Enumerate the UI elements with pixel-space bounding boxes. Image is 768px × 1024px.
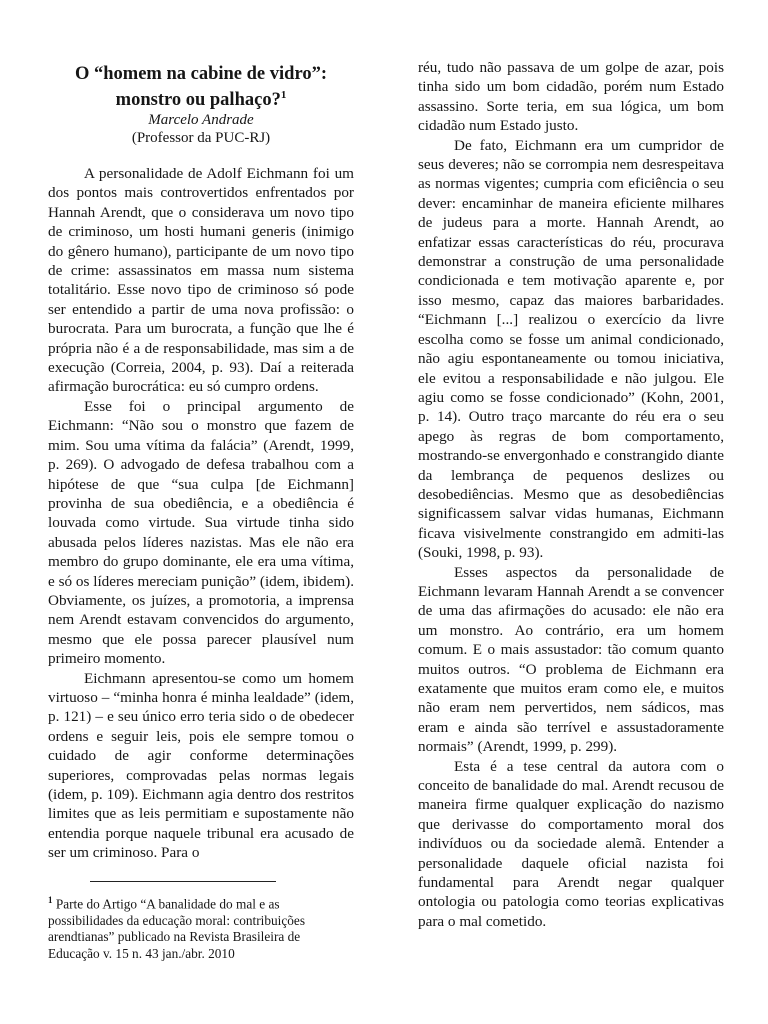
left-paragraph-1: A personalidade de Adolf Eichmann foi um dos pontos mais controvertidos enfrentados por Hannah Arendt, que o considerava um novo tipo de criminoso, um hosti humani generis (inimigo do gênero humano), participante de um novo tipo de crime: assassinatos em massa num sistema totalitário. Esse novo tipo de criminoso só pode ser entendido a partir de uma nova profissão: o burocrata. Para um burocrata, a função que lhe é própria não é a de responsabilidade, mas sim a de execução (Correia, 2004, p. 93). Daí a reiterada afirmação burocrática: eu só cumpro ordens. xyxy=(48,165,354,396)
article-title-text: O “homem na cabine de vidro”: monstro ou palhaço? xyxy=(75,64,327,110)
author-name: Marcelo Andrade xyxy=(148,112,254,128)
right-column xyxy=(418,58,724,931)
title-footnote-marker: 1 xyxy=(280,89,287,101)
right-paragraph-4: Esta é a tese central da autora com o conceito de banalidade do mal. Arendt recusou de maneira firme qualquer explicação do nazismo que derivasse do comportamento moral dos indivíduos ou da sociedade alemã. Entender a personalidade daquele oficial nazista foi fundamental para Arendt negar qualquer ontologia ou patologia como teorias explicativas para o mal cometido. xyxy=(418,757,724,930)
author-affiliation: (Professor da PUC-RJ) xyxy=(131,130,271,146)
footnote-marker: 1 xyxy=(48,894,53,905)
right-paragraph-1: réu, tudo não passava de um golpe de azar, pois tinha sido um bom cidadão, porém num Estado assassino. Sorte teria, em sua lógica, um bom cidadão num Estado justo. xyxy=(418,59,724,135)
left-paragraph-3: Eichmann apresentou-se como um homem virtuoso – “minha honra é minha lealdade” (idem, p. 121) – e seu único erro teria sido o de obedecer ordens e seguir leis, pois ele sempre tomou o cuidado de agir conforme determinações superiores, comprovadas pelas normas legais (idem, p. 109). Eichmann agia dentro dos restritos limites que as leis permitiam e supostamente não entendia porque naquele tribunal era acusado de ser um criminoso. Para o xyxy=(48,669,354,862)
right-paragraph-2: De fato, Eichmann era um cumpridor de seus deveres; não se corrompia nem desrespeitava as normas vigentes; cumpria com eficiência o seu dever: encaminhar de maneira eficiente milhares de judeus para a morte. Hannah Arendt, ao enfatizar essas características do réu, procurava demonstrar a construção de uma personalidade condicionada e tem motivação aparente e, por isso mesmo, capaz das maiores barbaridades. “Eichmann [...] realizou o exercício da livre escolha como se fosse um animal condicionado, não agiu espontaneamente ou tomou iniciativa, ele evitou a responsabilidade e não julgou. Ele agiu como se fosse condicionado” (Kohn, 2001, p. 14). Outro traço marcante do réu era o seu apego às regras de bom comportamento, mostrando-se envergonhado e constrangido diante da lembrança de pequenos deslizes ou desobediências. Mesmo que as desobediências significassem salvar vidas humanas, Eichmann ficava visivelmente constrangido em admiti-las (Souki, 1998, p. 93). xyxy=(418,136,724,562)
left-column xyxy=(48,58,354,962)
footnote-text: Parte do Artigo “A banalidade do mal e as possibilidades da educação moral: contribuições arendtianas” publicado na Revista Brasileira de Educação v. 15 n. 43 jan./abr. 2010 xyxy=(48,896,305,961)
footnote xyxy=(48,892,354,962)
footnote-divider xyxy=(90,881,276,882)
right-paragraph-3: Esses aspectos da personalidade de Eichmann levaram Hannah Arendt a se convencer de uma das afirmações do acusado: ele não era um monstro. Ao contrário, era um homem comum. E o mais assustador: tão comum quanto muitos outros. “O problema de Eichmann era exatamente que muitos eram como ele, e muitos não eram nem pervertidos, nem sádicos, mas eram e ainda são terrível e assustadoramente normais” (Arendt, 1999, p. 299). xyxy=(418,563,724,756)
left-paragraph-2: Esse foi o principal argumento de Eichmann: “Não sou o monstro que fazem de mim. Sou uma vítima da falácia” (Arendt, 1999, p. 269). O advogado de defesa trabalhou com a hipótese de que “sua culpa [de Eichmann] provinha de sua obediência, e a obediência é louvada como virtude. Sua virtude tinha sido abusada pelos líderes nazistas. Mas ele não era membro do grupo dominante, ele era uma vítima, e só os líderes mereciam punição” (idem, ibidem). Obviamente, os juízes, a promotoria, a imprensa nem Arendt estavam convencidos do argumento, mesmo que ele possa parecer plausível num primeiro momento. xyxy=(48,397,354,668)
article-title xyxy=(48,64,354,111)
